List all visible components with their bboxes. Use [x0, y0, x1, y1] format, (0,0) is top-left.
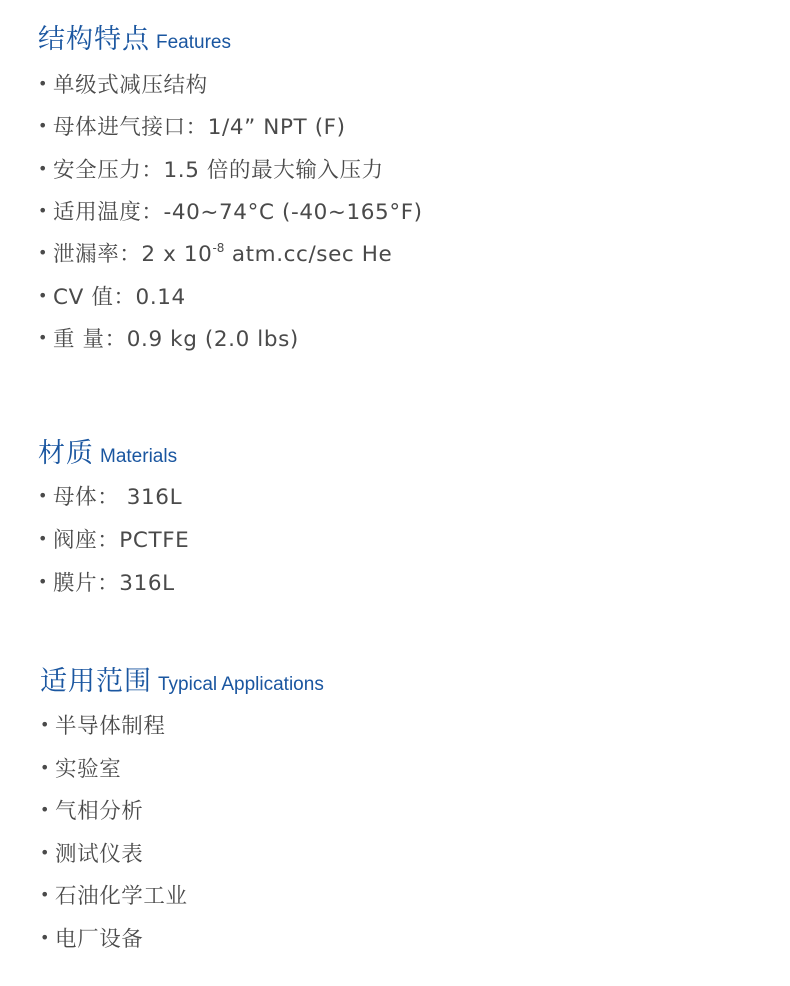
- bullet-icon: •: [38, 116, 48, 135]
- bullet-icon: •: [40, 758, 50, 777]
- leak-rate-unit: atm.cc/sec He: [224, 242, 393, 267]
- bullet-icon: •: [38, 486, 48, 505]
- material-item: • 膜片：316L: [38, 571, 175, 596]
- application-item: • 实验室: [40, 757, 122, 782]
- application-item: • 测试仪表: [40, 842, 144, 867]
- bullet-icon: •: [40, 885, 50, 904]
- bullet-icon: •: [38, 572, 48, 591]
- feature-item-leak-rate: • 泄漏率：2 x $10^{-8}$ atm.cc/sec He: [38, 241, 393, 267]
- features-title-zh: 结构特点: [38, 24, 150, 55]
- bullet-icon: •: [38, 201, 48, 220]
- bullet-icon: •: [40, 843, 50, 862]
- bullet-icon: •: [40, 928, 50, 947]
- bullet-icon: •: [38, 159, 48, 178]
- bullet-icon: •: [38, 243, 48, 262]
- application-item: • 电厂设备: [40, 927, 144, 952]
- leak-rate-exponent: -8: [212, 241, 225, 255]
- bullet-icon: •: [38, 286, 48, 305]
- applications-title-en: Typical Applications: [158, 674, 324, 695]
- feature-item: • 母体进气接口：1/4” NPT (F): [38, 115, 346, 140]
- application-item: • 气相分析: [40, 799, 144, 824]
- bullet-icon: •: [38, 529, 48, 548]
- application-item: • 石油化学工业: [40, 884, 188, 909]
- bullet-icon: •: [40, 715, 50, 734]
- features-title-en: Features: [156, 32, 231, 53]
- applications-heading: [40, 668, 324, 695]
- feature-item: • 适用温度：-40~74°C (-40~165°F): [38, 200, 423, 225]
- features-heading: [38, 26, 231, 53]
- bullet-icon: •: [38, 328, 48, 347]
- feature-item: • 安全压力：1.5 倍的最大输入压力: [38, 158, 384, 183]
- material-item: • 阀座：PCTFE: [38, 528, 190, 553]
- bullet-icon: •: [40, 800, 50, 819]
- bullet-icon: •: [38, 74, 48, 93]
- materials-heading: [38, 440, 177, 467]
- feature-item: • 重 量：0.9 kg (2.0 lbs): [38, 327, 299, 352]
- applications-title-zh: 适用范围: [40, 666, 152, 697]
- application-item: • 半导体制程: [40, 714, 166, 739]
- materials-title-zh: 材质: [38, 438, 94, 469]
- materials-title-en: Materials: [100, 446, 178, 467]
- feature-item: • 单级式减压结构: [38, 73, 208, 98]
- feature-item: • CV 值：0.14: [38, 285, 186, 310]
- material-item: • 母体： 316L: [38, 485, 183, 510]
